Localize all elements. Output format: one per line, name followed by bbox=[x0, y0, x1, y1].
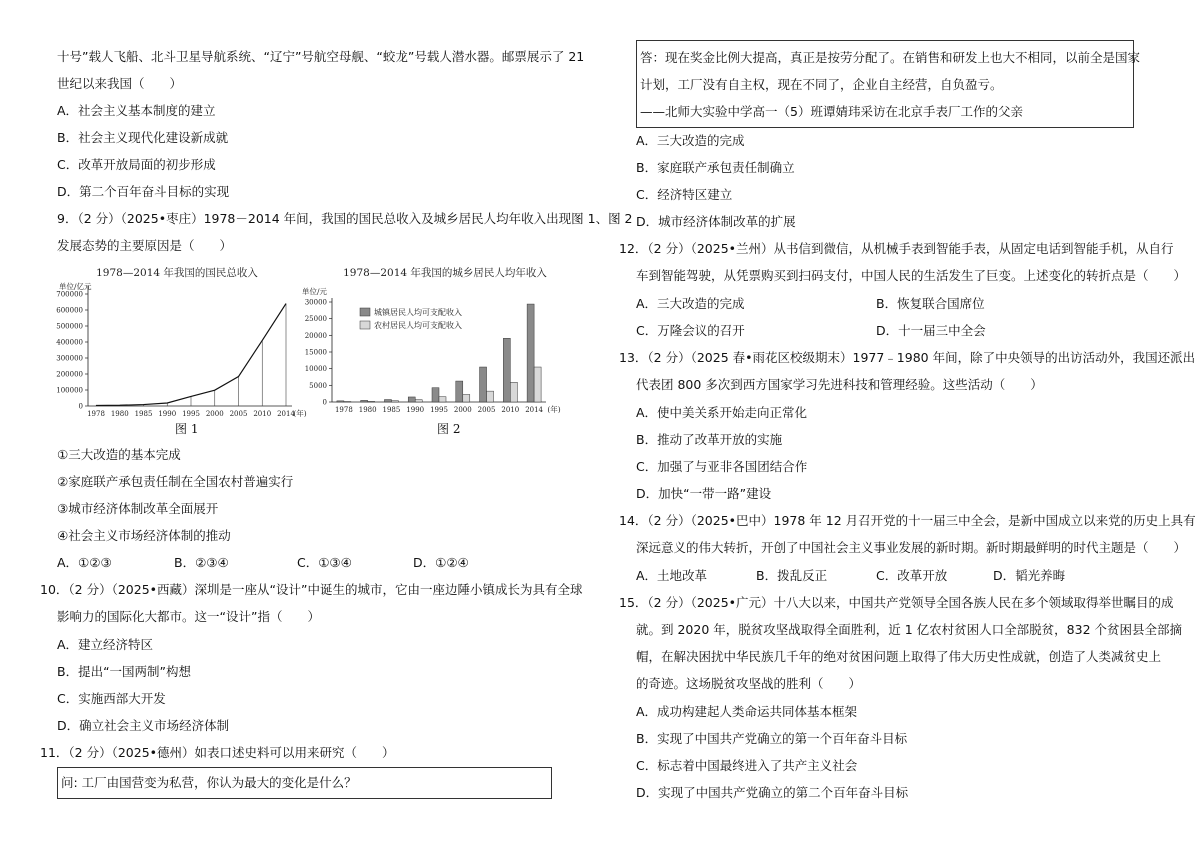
q10-stem-line1: 10．（2 分）（2025•西藏）深圳是一座从“设计”中诞生的城市，它由一座边陲小镇成长为具有全球 bbox=[40, 582, 583, 597]
q9-stem-line2: 发展态势的主要原因是（ ） bbox=[57, 238, 233, 253]
q10-option-b[interactable]: B．提出“一国两制”构想 bbox=[57, 664, 192, 679]
chart2-xtick-label: 2005 bbox=[477, 406, 496, 414]
q9-statement-4: ④社会主义市场经济体制的推动 bbox=[57, 528, 231, 543]
q11-answer-line2: 计划，工厂没有自主权，现在不同了，企业自主经营，自负盈亏。 bbox=[640, 77, 1003, 92]
chart2-ylabel: 单位/元 bbox=[302, 287, 328, 296]
q14-option-d[interactable]: D．韬光养晦 bbox=[993, 568, 1066, 583]
chart2-bar bbox=[527, 304, 534, 402]
chart2-xtick-label: 2010 bbox=[501, 406, 520, 414]
chart1-ytick-label: 500000 bbox=[56, 322, 83, 331]
q11-question-text: 问: 工厂由国营变为私营，你认为最大的变化是什么？ bbox=[61, 775, 357, 790]
figure-1-gni-chart bbox=[55, 262, 307, 437]
q11-source: ——北师大实验中学高一（5）班谭婧玮采访在北京手表厂工作的父亲 bbox=[640, 104, 1023, 119]
q15-option-a[interactable]: A．成功构建起人类命运共同体基本框架 bbox=[636, 704, 858, 719]
q11-question-box bbox=[57, 767, 552, 799]
chart2-legend-label: 农村居民人均可支配收入 bbox=[374, 321, 462, 330]
q13-stem-line1: 13．（2 分）（2025 春•雨花区校级期末）1977﹣1980 年间，除了中央领导的出访活动外，我国还派出 bbox=[619, 350, 1196, 365]
chart2-ytick-label: 5000 bbox=[309, 381, 327, 390]
q15-stem-line2: 就。到 2020 年，脱贫攻坚战取得全面胜利，近 1 亿农村贫困人口全部脱贫，832 个贫困县全部摘 bbox=[636, 622, 1182, 637]
q8-option-b[interactable]: B．社会主义现代化建设新成就 bbox=[57, 130, 229, 145]
q9-statement-2: ②家庭联产承包责任制在全国农村普遍实行 bbox=[57, 474, 294, 489]
q14-option-a[interactable]: A．土地改革 bbox=[636, 568, 708, 583]
q9-stem-line1: 9．（2 分）（2025•枣庄）1978－2014 年间，我国的国民总收入及城乡居民人均年收入出现图 1、图 2 bbox=[57, 211, 633, 226]
chart1-ytick-label: 600000 bbox=[56, 306, 83, 315]
q12-option-a[interactable]: A．三大改造的完成 bbox=[636, 296, 745, 311]
figure-1-caption: 图 1 bbox=[175, 422, 199, 436]
q12-option-b[interactable]: B．恢复联合国席位 bbox=[876, 296, 985, 311]
chart2-xtick-label: 1990 bbox=[406, 406, 425, 414]
chart2-xtick-label: 1980 bbox=[358, 406, 377, 414]
chart2-bar bbox=[487, 391, 494, 402]
chart2-legend-swatch bbox=[360, 321, 370, 329]
chart2-ytick-label: 0 bbox=[322, 398, 327, 407]
q10-stem-line2: 影响力的国际化大都市。这一“设计”指（ ） bbox=[57, 609, 320, 624]
chart2-ytick-label: 15000 bbox=[304, 348, 327, 357]
q9-option-d[interactable]: D．①②④ bbox=[413, 555, 469, 570]
chart1-xtick-label: 2000 bbox=[205, 410, 224, 418]
q13-option-b[interactable]: B．推动了改革开放的实施 bbox=[636, 432, 783, 447]
q15-option-c[interactable]: C．标志着中国最终进入了共产主义社会 bbox=[636, 758, 858, 773]
q11-answer-line1: 答：现在奖金比例大提高，真正是按劳分配了。在销售和研发上也大不相同，以前全是国家 bbox=[640, 50, 1141, 65]
chart1-ytick-label: 700000 bbox=[56, 290, 83, 299]
chart1-xtick-label: 1980 bbox=[110, 410, 129, 418]
q11-option-b[interactable]: B．家庭联产承包责任制确立 bbox=[636, 160, 795, 175]
q14-option-c[interactable]: C．改革开放 bbox=[876, 568, 948, 583]
chart2-ytick-label: 20000 bbox=[304, 331, 327, 340]
chart2-bar bbox=[463, 394, 470, 402]
chart1-ytick-label: 200000 bbox=[56, 370, 83, 379]
q14-stem-line2: 深远意义的伟大转折，开创了中国社会主义事业发展的新时期。新时期最鲜明的时代主题是（ ） bbox=[636, 540, 1187, 555]
q14-stem-line1: 14．（2 分）（2025•巴中）1978 年 12 月召开党的十一届三中全会，是新中国成立以来党的历史上具有 bbox=[619, 513, 1196, 528]
chart2-legend-label: 城镇居民人均可支配收入 bbox=[374, 308, 462, 317]
q12-option-d[interactable]: D．十一届三中全会 bbox=[876, 323, 986, 338]
q13-option-c[interactable]: C．加强了与亚非各国团结合作 bbox=[636, 459, 808, 474]
q9-statement-3: ③城市经济体制改革全面展开 bbox=[57, 501, 219, 516]
q11-option-d[interactable]: D．城市经济体制改革的扩展 bbox=[636, 214, 796, 229]
chart1-ytick-label: 400000 bbox=[56, 338, 83, 347]
chart1-ylabel: 单位/亿元 bbox=[59, 282, 92, 291]
chart2-bar bbox=[456, 381, 463, 402]
chart2-ytick-label: 25000 bbox=[304, 315, 327, 324]
q8-option-a[interactable]: A．社会主义基本制度的建立 bbox=[57, 103, 216, 118]
q15-option-b[interactable]: B．实现了中国共产党确立的第一个百年奋斗目标 bbox=[636, 731, 908, 746]
chart1-series-line bbox=[96, 304, 286, 406]
chart2-bar bbox=[503, 338, 510, 402]
q8-option-c[interactable]: C．改革开放局面的初步形成 bbox=[57, 157, 216, 172]
q12-option-c[interactable]: C．万隆会议的召开 bbox=[636, 323, 745, 338]
chart1-xtick-label: 2010 bbox=[253, 410, 272, 418]
q15-stem-line4: 的奇迹。这场脱贫攻坚战的胜利（ ） bbox=[636, 676, 862, 691]
q8-stem-line1: 十号”载人飞船、北斗卫星导航系统、“辽宁”号航空母舰、“蛟龙”号载人潜水器。邮票展示了 21 bbox=[57, 49, 585, 64]
chart2-xtick-label: 2000 bbox=[453, 406, 472, 414]
chart2-ytick-label: 30000 bbox=[304, 298, 327, 307]
chart2-bar bbox=[337, 401, 344, 402]
figure-2-caption: 图 2 bbox=[437, 422, 461, 436]
q9-statement-1: ①三大改造的基本完成 bbox=[57, 447, 181, 462]
q11-option-a[interactable]: A．三大改造的完成 bbox=[636, 133, 745, 148]
q9-option-b[interactable]: B．②③④ bbox=[174, 555, 229, 570]
chart2-bar bbox=[510, 382, 517, 402]
chart2-bar bbox=[480, 367, 487, 402]
chart2-bar bbox=[384, 400, 391, 402]
q11-stem-line1: 11．（2 分）（2025•德州）如表口述史料可以用来研究（ ） bbox=[40, 745, 395, 760]
q8-stem-line2: 世纪以来我国（ ） bbox=[57, 76, 183, 91]
q15-option-d[interactable]: D．实现了中国共产党确立的第二个百年奋斗目标 bbox=[636, 785, 909, 800]
q14-option-b[interactable]: B．拨乱反正 bbox=[756, 568, 828, 583]
chart2-bar bbox=[432, 388, 439, 402]
chart2-bar bbox=[439, 397, 446, 402]
chart1-title: 1978—2014 年我国的国民总收入 bbox=[96, 267, 258, 279]
chart1-xtick-label: 1990 bbox=[158, 410, 177, 418]
chart2-legend-swatch bbox=[360, 308, 370, 316]
q15-stem-line3: 帽，在解决困扰中华民族几千年的绝对贫困问题上取得了伟大历史性成就，创造了人类减贫史上 bbox=[636, 649, 1162, 664]
q12-stem-line1: 12．（2 分）（2025•兰州）从书信到微信，从机械手表到智能手表，从固定电话到智能手机，从自行 bbox=[619, 241, 1174, 256]
q10-option-d[interactable]: D．确立社会主义市场经济体制 bbox=[57, 718, 230, 733]
chart1-ytick-label: 0 bbox=[78, 402, 83, 411]
chart2-bar bbox=[368, 401, 375, 402]
income-bar-chart-svg bbox=[300, 262, 570, 437]
gni-line-chart-svg bbox=[55, 262, 307, 437]
chart2-xlabel: (年) bbox=[547, 405, 561, 414]
chart1-xtick-label: 2014 bbox=[277, 410, 295, 418]
chart1-xtick-label: 2005 bbox=[229, 410, 248, 418]
chart2-xtick-label: 1985 bbox=[382, 406, 401, 414]
chart1-ytick-label: 100000 bbox=[56, 386, 83, 395]
q12-stem-line2: 车到智能驾驶，从凭票购买到扫码支付，中国人民的生活发生了巨变。上述变化的转折点是（ ） bbox=[636, 268, 1187, 283]
chart2-xtick-label: 1995 bbox=[430, 406, 448, 414]
chart2-bar bbox=[534, 367, 541, 402]
q13-stem-line2: 代表团 800 多次到西方国家学习先进科技和管理经验。这些活动（ ） bbox=[636, 377, 1043, 392]
q15-stem-line1: 15．（2 分）（2025•广元）十八大以来，中国共产党领导全国各族人民在多个领域取得举世瞩目的成 bbox=[619, 595, 1174, 610]
chart1-xlabel: (年) bbox=[293, 409, 307, 418]
q9-option-a[interactable]: A．①②③ bbox=[57, 555, 112, 570]
chart1-xtick-label: 1978 bbox=[87, 410, 105, 418]
chart2-bar bbox=[391, 401, 398, 402]
q10-option-c[interactable]: C．实施西部大开发 bbox=[57, 691, 166, 706]
q10-option-a[interactable]: A．建立经济特区 bbox=[57, 637, 154, 652]
chart1-xtick-label: 1995 bbox=[182, 410, 200, 418]
chart2-bar bbox=[361, 400, 368, 402]
chart2-bar bbox=[415, 400, 422, 402]
q13-option-a[interactable]: A．使中美关系开始走向正常化 bbox=[636, 405, 808, 420]
chart1-ytick-label: 300000 bbox=[56, 354, 83, 363]
chart2-xtick-label: 1978 bbox=[334, 406, 353, 414]
q11-option-c[interactable]: C．经济特区建立 bbox=[636, 187, 733, 202]
q9-option-c[interactable]: C．①③④ bbox=[297, 555, 352, 570]
q8-option-d[interactable]: D．第二个百年奋斗目标的实现 bbox=[57, 184, 230, 199]
q11-answer-box bbox=[636, 40, 1141, 128]
chart1-xtick-label: 1985 bbox=[134, 410, 153, 418]
chart2-bar bbox=[408, 397, 415, 402]
figure-2-income-chart bbox=[300, 262, 570, 437]
chart2-title: 1978—2014 年我国的城乡居民人均年收入 bbox=[343, 267, 547, 279]
chart2-ytick-label: 10000 bbox=[304, 365, 327, 374]
chart2-xtick-label: 2014 bbox=[525, 406, 544, 414]
q13-option-d[interactable]: D．加快“一带一路”建设 bbox=[636, 486, 772, 501]
